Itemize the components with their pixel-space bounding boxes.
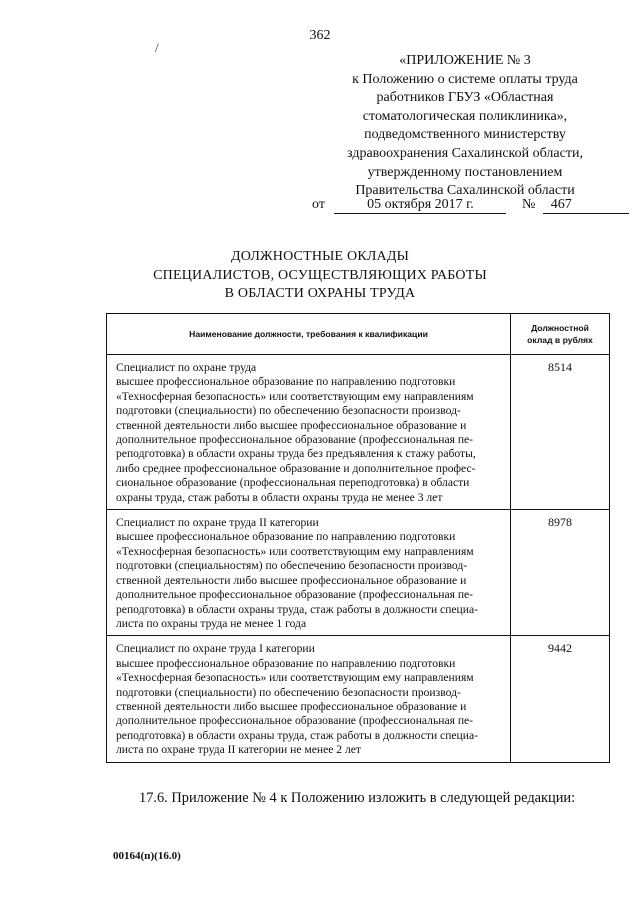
table-row (107, 510, 610, 636)
description-line: дополнительное профессиональное образование (профессиональная пе- (116, 588, 474, 602)
description-line: дополнительное профессиональное образование (профессиональная пе- (116, 433, 474, 447)
appendix-line: Правительства Сахалинской области (355, 183, 575, 199)
page-number: 362 (309, 28, 331, 43)
description-line: подготовки (специальности) по обеспечению безопасности производ- (116, 404, 461, 418)
appendix-line: здравоохранения Сахалинской области, (347, 145, 583, 161)
description-line: Специалист по охране труда I категории (116, 642, 315, 656)
document-code: 00164(п)(16.0) (113, 850, 181, 862)
description-line: подготовки (специальности) по обеспечению безопасности производ- (116, 685, 461, 699)
description-line: Специалист по охране труда II категории (116, 516, 319, 530)
table-header-row (107, 314, 610, 355)
description-line: либо среднее профессиональное образование и дополнительное профес- (116, 461, 476, 475)
description-line: высшее профессиональное образование по направлению подготовки (116, 656, 456, 670)
position-description (107, 510, 511, 636)
appendix-line: подведомственного министерству (364, 127, 566, 143)
description-line: реподготовка) в области охраны труда, стаж работы в должности специа- (116, 602, 478, 616)
date-label: от (312, 197, 325, 212)
description-line: дополнительное профессиональное образование (профессиональная пе- (116, 714, 474, 728)
number-label: № (521, 197, 536, 212)
description-line: высшее профессиональное образование по направлению подготовки (116, 530, 456, 544)
description-line: «Техносферная безопасность» или соответствующим ему направлениям (116, 671, 474, 685)
appendix-line: стоматологическая поликлиника», (362, 108, 568, 124)
title-line: ДОЛЖНОСТНЫЕ ОКЛАДЫ (230, 249, 410, 264)
description-line: ственной деятельности либо высшее профессиональное образование и (116, 699, 467, 713)
document-title (0, 248, 640, 304)
description-line: Специалист по охране труда (116, 361, 257, 374)
description-line: листа по охраны труда не менее 1 года (116, 616, 307, 630)
amendment-paragraph: 17.6. Приложение № 4 к Положению изложить в следующей редакции: (139, 790, 576, 806)
salary-value: 8514 (511, 355, 610, 510)
appendix-header (330, 52, 600, 201)
title-line: СПЕЦИАЛИСТОВ, ОСУЩЕСТВЛЯЮЩИХ РАБОТЫ (153, 267, 487, 283)
description-line: сиональное образование (профессиональная переподготовка) в области (116, 476, 470, 490)
description-line: «Техносферная безопасность» или соответствующим ему направлениям (116, 544, 474, 558)
title-line: В ОБЛАСТИ ОХРАНЫ ТРУДА (224, 286, 416, 301)
resolution-date-line (312, 197, 629, 214)
description-line: «Техносферная безопасность» или соответствующим ему направлениям (116, 389, 474, 403)
appendix-line: «ПРИЛОЖЕНИЕ № 3 (399, 53, 531, 68)
header-salary-line: оклад в рублях (527, 335, 593, 345)
description-line: подготовки (специальностям) по обеспечению безопасности производ- (116, 559, 468, 573)
description-line: реподготовка) в области охраны труда без предъявления к стажу работы, (116, 447, 476, 461)
position-description (107, 636, 511, 762)
appendix-line: работников ГБУЗ «Областная (376, 90, 554, 106)
description-line: охраны труда, стаж работы в области охраны труда не менее 3 лет (116, 490, 443, 504)
salary-table (106, 313, 610, 763)
header-salary-line: Должностной (531, 323, 589, 333)
date-value: 05 октября 2017 г. (334, 197, 506, 214)
salary-value: 9442 (511, 636, 610, 762)
description-line: листа по охране труда II категории не менее 2 лет (116, 743, 361, 757)
header-position-name: Наименование должности, требования к квалификации (107, 314, 511, 355)
description-line: высшее профессиональное образование по направлению подготовки (116, 375, 456, 389)
appendix-line: к Положению о системе оплаты труда (352, 71, 578, 87)
salary-value: 8978 (511, 510, 610, 636)
table-row (107, 355, 610, 510)
stray-pen-mark: / (155, 40, 159, 55)
appendix-line: утвержденному постановлением (367, 164, 563, 180)
table-row (107, 636, 610, 762)
description-line: реподготовка) в области охраны труда, стаж работы в должности специа- (116, 728, 478, 742)
description-line: ственной деятельности либо высшее профессиональное образование и (116, 573, 467, 587)
header-salary (511, 314, 610, 355)
number-value: 467 (543, 197, 629, 214)
description-line: ственной деятельности либо высшее профессиональное образование и (116, 418, 467, 432)
position-description (107, 355, 511, 510)
